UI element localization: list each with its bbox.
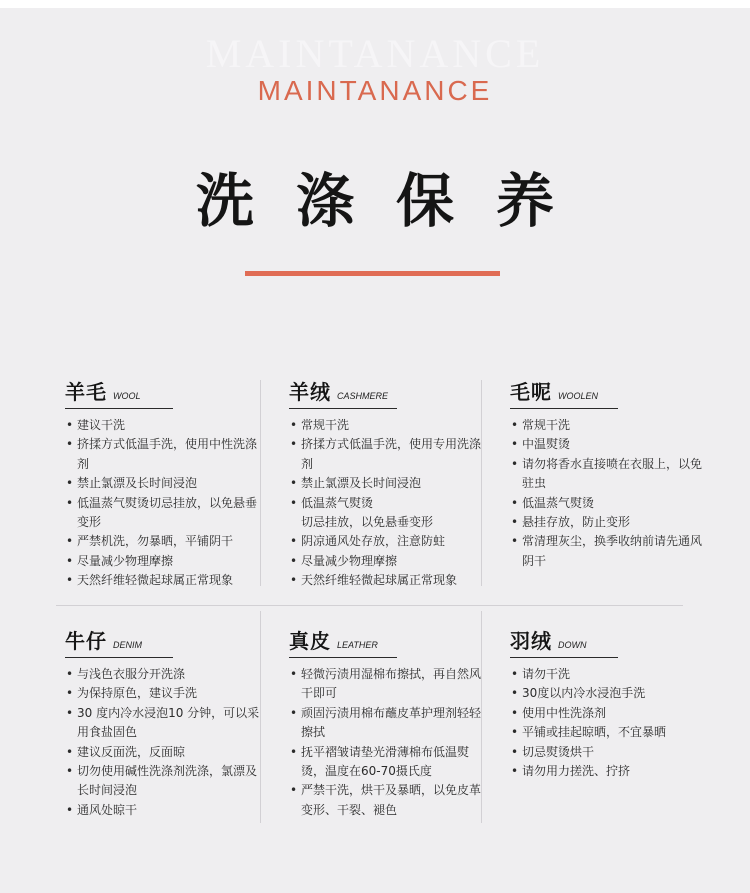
card-english-title: WOOLEN [558, 391, 599, 401]
care-card-woolen [510, 376, 710, 571]
care-list [510, 416, 710, 571]
card-title: 羊绒 [289, 380, 331, 404]
care-list-item: • 常规干洗 [289, 416, 489, 435]
care-list-item: • 30度以内冷水浸泡手洗 [510, 684, 710, 703]
card-title: 羽绒 [510, 629, 552, 653]
card-title: 牛仔 [65, 629, 107, 653]
care-list-item: • 严禁干洗，烘干及暴晒，以免皮革变形、干裂、褪色 [289, 781, 489, 820]
care-list-item: • 常清理灰尘，换季收纳前请先通风阴干 [510, 532, 710, 571]
care-list-item: • 为保持原色，建议手洗 [65, 684, 265, 703]
care-list-item: • 挤揉方式低温手洗，使用专用洗涤剂 [289, 435, 489, 474]
header [0, 8, 750, 308]
card-title: 毛呢 [510, 380, 552, 404]
care-list [510, 665, 710, 781]
care-card-cashmere [289, 376, 489, 591]
care-list-item: • 禁止氯漂及长时间浸泡 [289, 474, 489, 493]
care-list [65, 665, 265, 820]
care-list-item: • 请勿用力搓洗、拧挤 [510, 762, 710, 781]
card-english-title: DOWN [558, 640, 587, 650]
care-list-item: • 请勿将香水直接喷在衣服上，以免驻虫 [510, 455, 710, 494]
care-card-leather [289, 625, 489, 820]
card-english-title: CASHMERE [337, 391, 389, 401]
care-list-item: • 常规干洗 [510, 416, 710, 435]
card-title: 羊毛 [65, 380, 107, 404]
card-heading [510, 376, 618, 409]
grid-divider-horizontal [56, 605, 683, 606]
care-list-item: • 建议反面洗，反面晾 [65, 743, 265, 762]
card-heading [65, 625, 173, 658]
care-list-item: • 建议干洗 [65, 416, 265, 435]
card-heading [289, 625, 397, 658]
care-list-item: • 与浅色衣服分开洗涤 [65, 665, 265, 684]
card-heading [510, 625, 618, 658]
care-list-item: • 平铺或挂起晾晒，不宜暴晒 [510, 723, 710, 742]
care-card-denim [65, 625, 265, 820]
header-watermark: MAINTANANCE [205, 31, 545, 76]
card-heading [65, 376, 173, 409]
care-list-item: • 中温熨烫 [510, 435, 710, 454]
care-list-item: • 抚平褶皱请垫光滑薄棉布低温熨烫，温度在60-70摄氏度 [289, 743, 489, 782]
care-list-item: • 请勿干洗 [510, 665, 710, 684]
care-list-item: • 30 度内冷水浸泡10 分钟，可以采用食盐固色 [65, 704, 265, 743]
care-list-item: • 低温蒸气熨烫 切忌挂放，以免悬垂变形 [289, 494, 489, 533]
card-english-title: WOOL [113, 391, 141, 401]
care-list-item: • 尽量减少物理摩擦 [65, 552, 265, 571]
care-list-item: • 顽固污渍用棉布蘸皮革护理剂轻轻擦拭 [289, 704, 489, 743]
card-english-title: DENIM [113, 640, 142, 650]
care-list-item: • 低温蒸气熨烫切忌挂放，以免悬垂变形 [65, 494, 265, 533]
care-list-item: • 挤揉方式低温手洗，使用中性洗涤剂 [65, 435, 265, 474]
card-heading [289, 376, 397, 409]
card-english-title: LEATHER [337, 640, 378, 650]
title-underline [245, 271, 500, 276]
care-list [289, 416, 489, 591]
care-card-down [510, 625, 710, 781]
care-list-item: • 禁止氯漂及长时间浸泡 [65, 474, 265, 493]
care-list-item: • 通风处晾干 [65, 801, 265, 820]
care-list-item: • 低温蒸气熨烫 [510, 494, 710, 513]
care-list [289, 665, 489, 820]
care-card-wool [65, 376, 265, 591]
care-list-item: • 悬挂存放，防止变形 [510, 513, 710, 532]
care-list-item: • 切勿使用碱性洗涤剂洗涤，氯漂及长时间浸泡 [65, 762, 265, 801]
care-list-item: • 阴凉通风处存放，注意防蛀 [289, 532, 489, 551]
page-title: 洗涤保养 [195, 167, 596, 235]
care-list-item: • 天然纤维轻微起球属正常现象 [65, 571, 265, 590]
care-list-item: • 使用中性洗涤剂 [510, 704, 710, 723]
care-list-item: • 严禁机洗，勿暴晒，平铺阴干 [65, 532, 265, 551]
care-list-item: • 尽量减少物理摩擦 [289, 552, 489, 571]
care-list [65, 416, 265, 591]
care-list-item: • 切忌熨烫烘干 [510, 743, 710, 762]
care-list-item: • 轻微污渍用湿棉布擦拭，再自然风干即可 [289, 665, 489, 704]
care-list-item: • 天然纤维轻微起球属正常现象 [289, 571, 489, 590]
header-subtitle: MAINTANANCE [257, 75, 493, 106]
card-title: 真皮 [289, 629, 331, 653]
